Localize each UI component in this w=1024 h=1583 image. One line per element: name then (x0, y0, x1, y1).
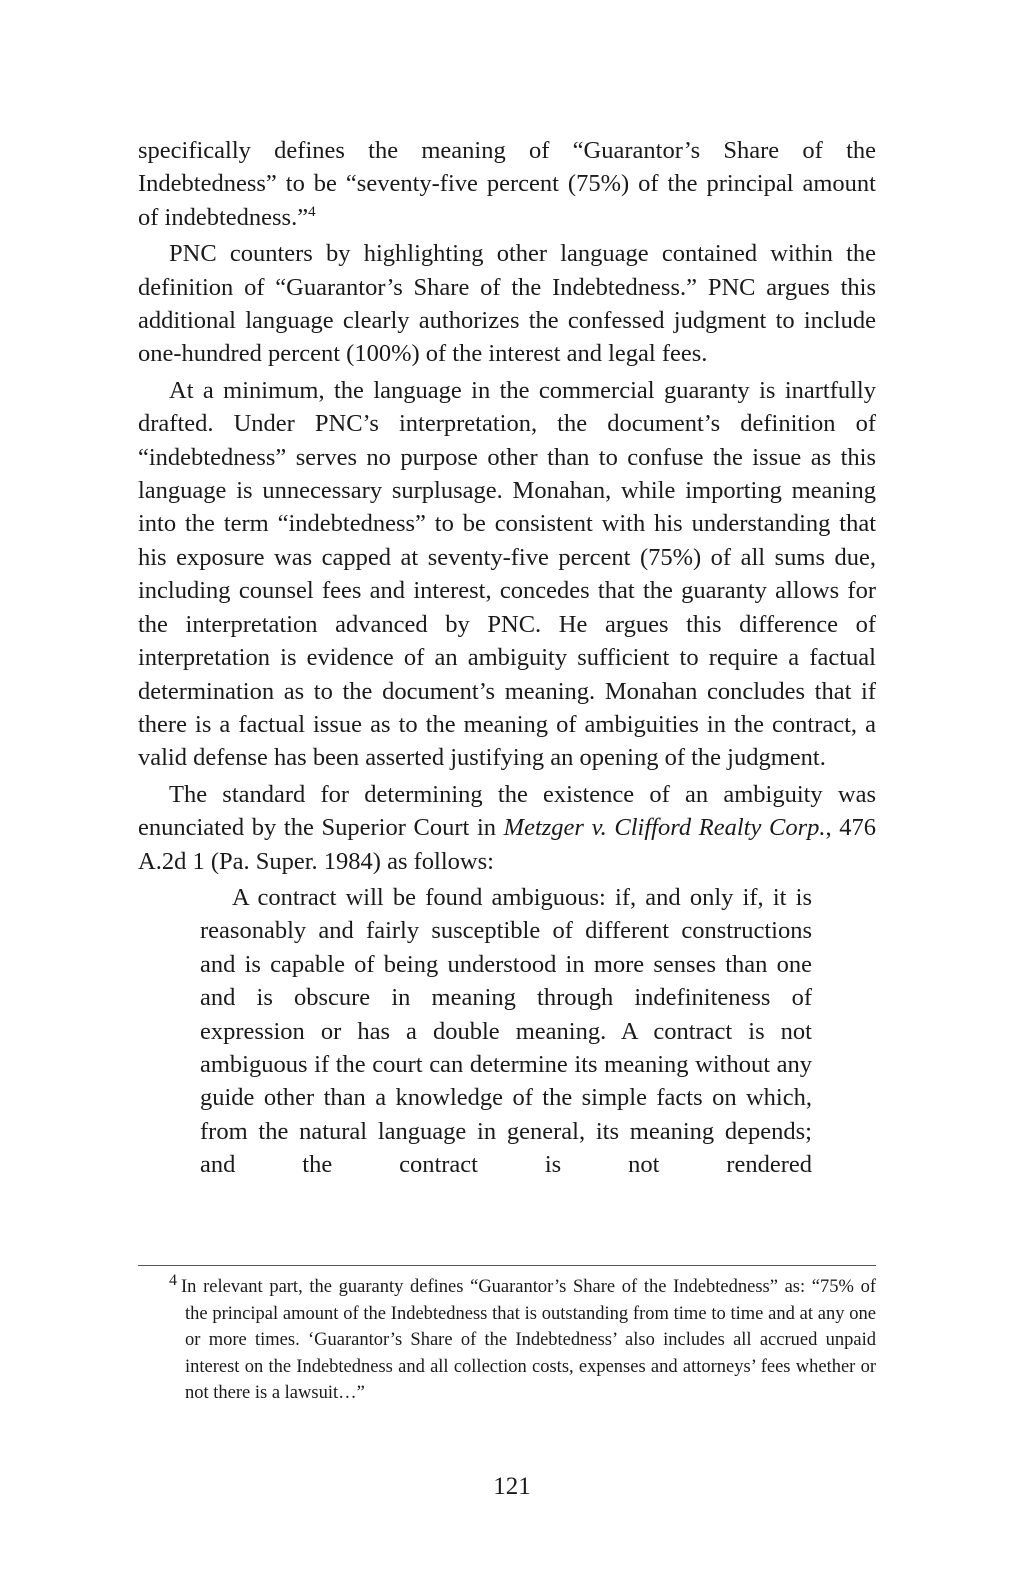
paragraph-4-text-end: , 476 A.2d 1 (Pa. Super. 1984) as follows: (138, 814, 877, 875)
footnote (138, 1271, 876, 1407)
footnote-mark: 4 (169, 1271, 177, 1289)
body-text (138, 134, 876, 1185)
footnote-paragraph (138, 1271, 876, 1407)
footnote-text: In relevant part, the guaranty defines “Guarantor’s Share of the Indebtedness” as: “75% of the principal amount of the Indebtedness that is outstanding from time to time and at any one or more times. ‘Guarantor’s Share of the Indebtedness’ also includes all accrued unpaid interest on the Indebtedness and all collection costs, expenses and attorneys’ fees whether or not there is a lawsuit…” (181, 1277, 876, 1403)
block-quote (200, 881, 812, 1182)
paragraph-1 (138, 134, 876, 234)
paragraph-1-text: specifically defines the meaning of “Guarantor’s Share of the Indebtedness” to be “seventy-five percent (75%) of the principal amount of indebtedness.” (138, 137, 876, 231)
block-quote-text: A contract will be found ambiguous: if, and only if, it is reasonably and fairly susceptible of different constructions and is capable of being understood in more senses than one and is obscure in meaning through indefiniteness of expression or has a double meaning. A contract is not ambiguous if the court can determine its meaning without any guide other than a knowledge of the simple facts on which, from the natural language in general, its meaning depends; and the contract is not rendered (200, 883, 812, 1179)
paragraph-2: PNC counters by highlighting other language contained within the definition of “Guarantor’s Share of the Indebtedness.” PNC argues this additional language clearly authorizes the confessed judgment to include one-hundred percent (100%) of the interest and legal fees. (138, 240, 876, 368)
footnote-divider (138, 1265, 876, 1266)
paragraph-3: At a minimum, the language in the commercial guaranty is inartfully drafted. Under PNC’s interpretation, the document’s definition of “indebtedness” serves no purpose other than to confuse the issue as this language is unnecessary surplusage. Monahan, while importing meaning into the term “indebtedness” to be consistent with his understanding that his exposure was capped at seventy-five percent (75%) of all sums due, including counsel fees and interest, concedes that the guaranty allows for the interpretation advanced by PNC. He argues this difference of interpretation is evidence of an ambiguity sufficient to require a factual determination as to the document’s meaning. Monahan concludes that if there is a factual issue as to the meaning of ambiguities in the contract, a valid defense has been asserted justifying an opening of the judgment. (138, 376, 876, 772)
paragraph-4-text-start: The standard for determining the existence of an ambiguity was enunciated by the Superior Court in (138, 780, 876, 842)
case-citation: Metzger v. Clifford Realty Corp. (503, 814, 826, 842)
footnote-reference[interactable]: 4 (308, 203, 316, 220)
page-number: 121 (493, 1473, 531, 1500)
paragraph-4 (138, 778, 876, 878)
